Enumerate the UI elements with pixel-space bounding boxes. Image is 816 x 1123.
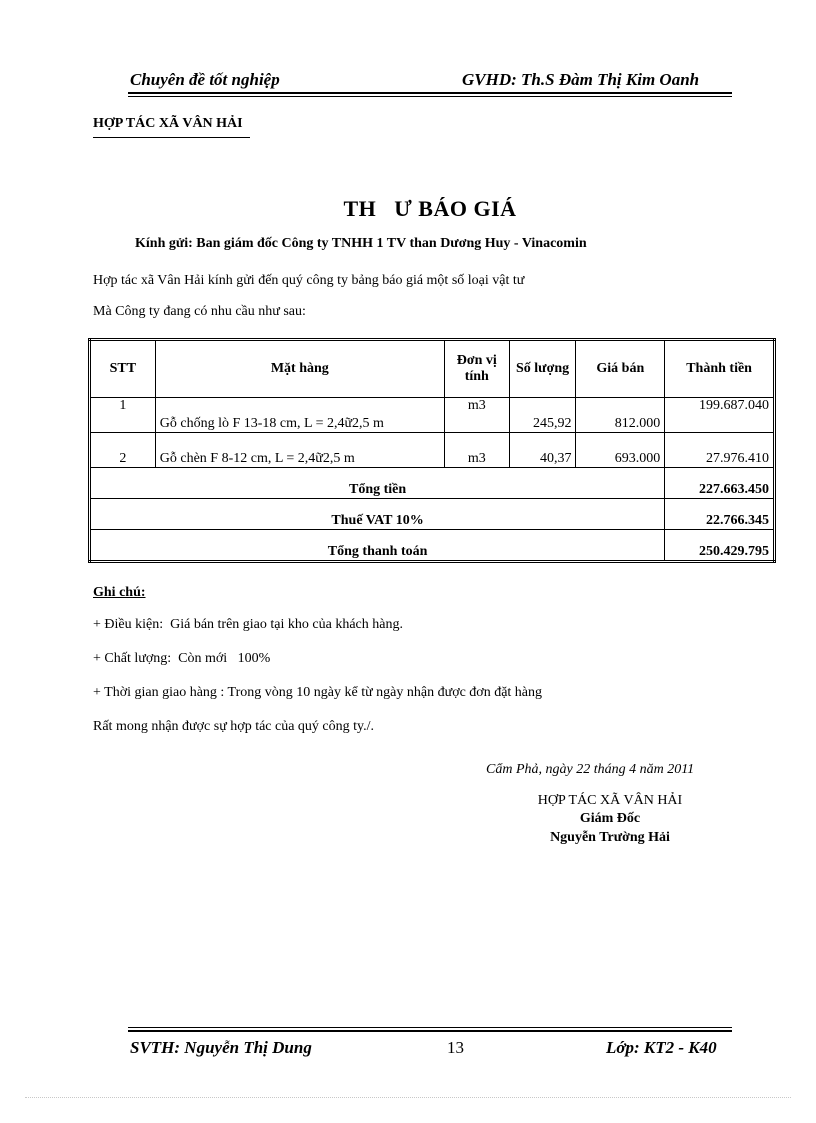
organization-underline bbox=[93, 137, 250, 138]
total-row bbox=[90, 530, 775, 562]
recipient-line: Kính gửi: Ban giám đốc Công ty TNHH 1 TV than Dương Huy - Vinacomin bbox=[135, 236, 587, 251]
signature-name: Nguyễn Trường Hải bbox=[550, 830, 670, 845]
note-item: + Chất lượng: Còn mới 100% bbox=[93, 651, 271, 666]
header-stt: STT bbox=[90, 340, 156, 398]
note-item: + Thời gian giao hàng : Trong vòng 10 ngày kể từ ngày nhận được đơn đặt hàng bbox=[93, 685, 543, 700]
cell-unit: m3 bbox=[444, 433, 509, 468]
cell-amount: 199.687.040 bbox=[665, 398, 775, 433]
document-title: TH Ư BÁO GIÁ bbox=[343, 196, 517, 221]
vat-row bbox=[90, 499, 775, 530]
footer-student: SVTH: Nguyễn Thị Dung bbox=[130, 1038, 312, 1057]
subtotal-label: Tổng tiền bbox=[90, 468, 665, 499]
quotation-table bbox=[88, 338, 776, 563]
cell-item: Gỗ chèn F 8-12 cm, L = 2,4ữ2,5 m bbox=[155, 433, 444, 468]
intro-line-1: Hợp tác xã Vân Hải kính gửi đến quý công ty bảng báo giá một số loại vật tư bbox=[93, 273, 525, 288]
footer-rule-thin bbox=[128, 1027, 732, 1028]
signature-organization: HỢP TÁC XÃ VÂN HẢI bbox=[537, 793, 683, 808]
cell-amount: 27.976.410 bbox=[665, 433, 775, 468]
header-advisor: GVHD: Th.S Đàm Thị Kim Oanh bbox=[462, 70, 700, 89]
header-item: Mặt hàng bbox=[155, 340, 444, 398]
page-number: 13 bbox=[447, 1038, 464, 1057]
place-date: Cẩm Phả, ngày 22 tháng 4 năm 2011 bbox=[486, 762, 695, 777]
closing-line: Rất mong nhận được sự hợp tác của quý công ty./. bbox=[93, 719, 375, 734]
header-unit: Đơn vị tính bbox=[444, 340, 509, 398]
header-topic: Chuyên đề tốt nghiệp bbox=[130, 70, 280, 89]
table-header-row bbox=[90, 340, 775, 398]
cell-quantity: 40,37 bbox=[509, 433, 576, 468]
vat-value: 22.766.345 bbox=[665, 499, 775, 530]
cell-stt: 2 bbox=[90, 433, 156, 468]
cell-unit: m3 bbox=[444, 398, 509, 433]
footer-class: Lớp: KT2 - K40 bbox=[606, 1038, 717, 1057]
header-rule-thick bbox=[128, 92, 732, 94]
total-label: Tổng thanh toán bbox=[90, 530, 665, 562]
total-value: 250.429.795 bbox=[665, 530, 775, 562]
notes-heading: Ghi chú: bbox=[93, 585, 146, 600]
header-quantity: Số lượng bbox=[509, 340, 576, 398]
header-amount: Thành tiền bbox=[665, 340, 775, 398]
header-rule-thin bbox=[128, 96, 732, 97]
cell-price: 693.000 bbox=[576, 433, 665, 468]
signature-role: Giám Đốc bbox=[579, 811, 641, 826]
table-row bbox=[90, 398, 775, 433]
cell-price: 812.000 bbox=[576, 398, 665, 433]
footer-rule-thick bbox=[128, 1030, 732, 1032]
table-row bbox=[90, 433, 775, 468]
vat-label: Thuế VAT 10% bbox=[90, 499, 665, 530]
subtotal-row bbox=[90, 468, 775, 499]
organization-name: HỢP TÁC XÃ VÂN HẢI bbox=[93, 116, 243, 131]
cell-quantity: 245,92 bbox=[509, 398, 576, 433]
intro-line-2: Mà Công ty đang có nhu cầu như sau: bbox=[93, 304, 306, 319]
note-item: + Điều kiện: Giá bán trên giao tại kho của khách hàng. bbox=[93, 617, 403, 632]
subtotal-value: 227.663.450 bbox=[665, 468, 775, 499]
cell-stt: 1 bbox=[90, 398, 156, 433]
page-bottom-border bbox=[25, 1097, 791, 1098]
cell-item: Gỗ chống lò F 13-18 cm, L = 2,4ữ2,5 m bbox=[155, 398, 444, 433]
header-price: Giá bán bbox=[576, 340, 665, 398]
